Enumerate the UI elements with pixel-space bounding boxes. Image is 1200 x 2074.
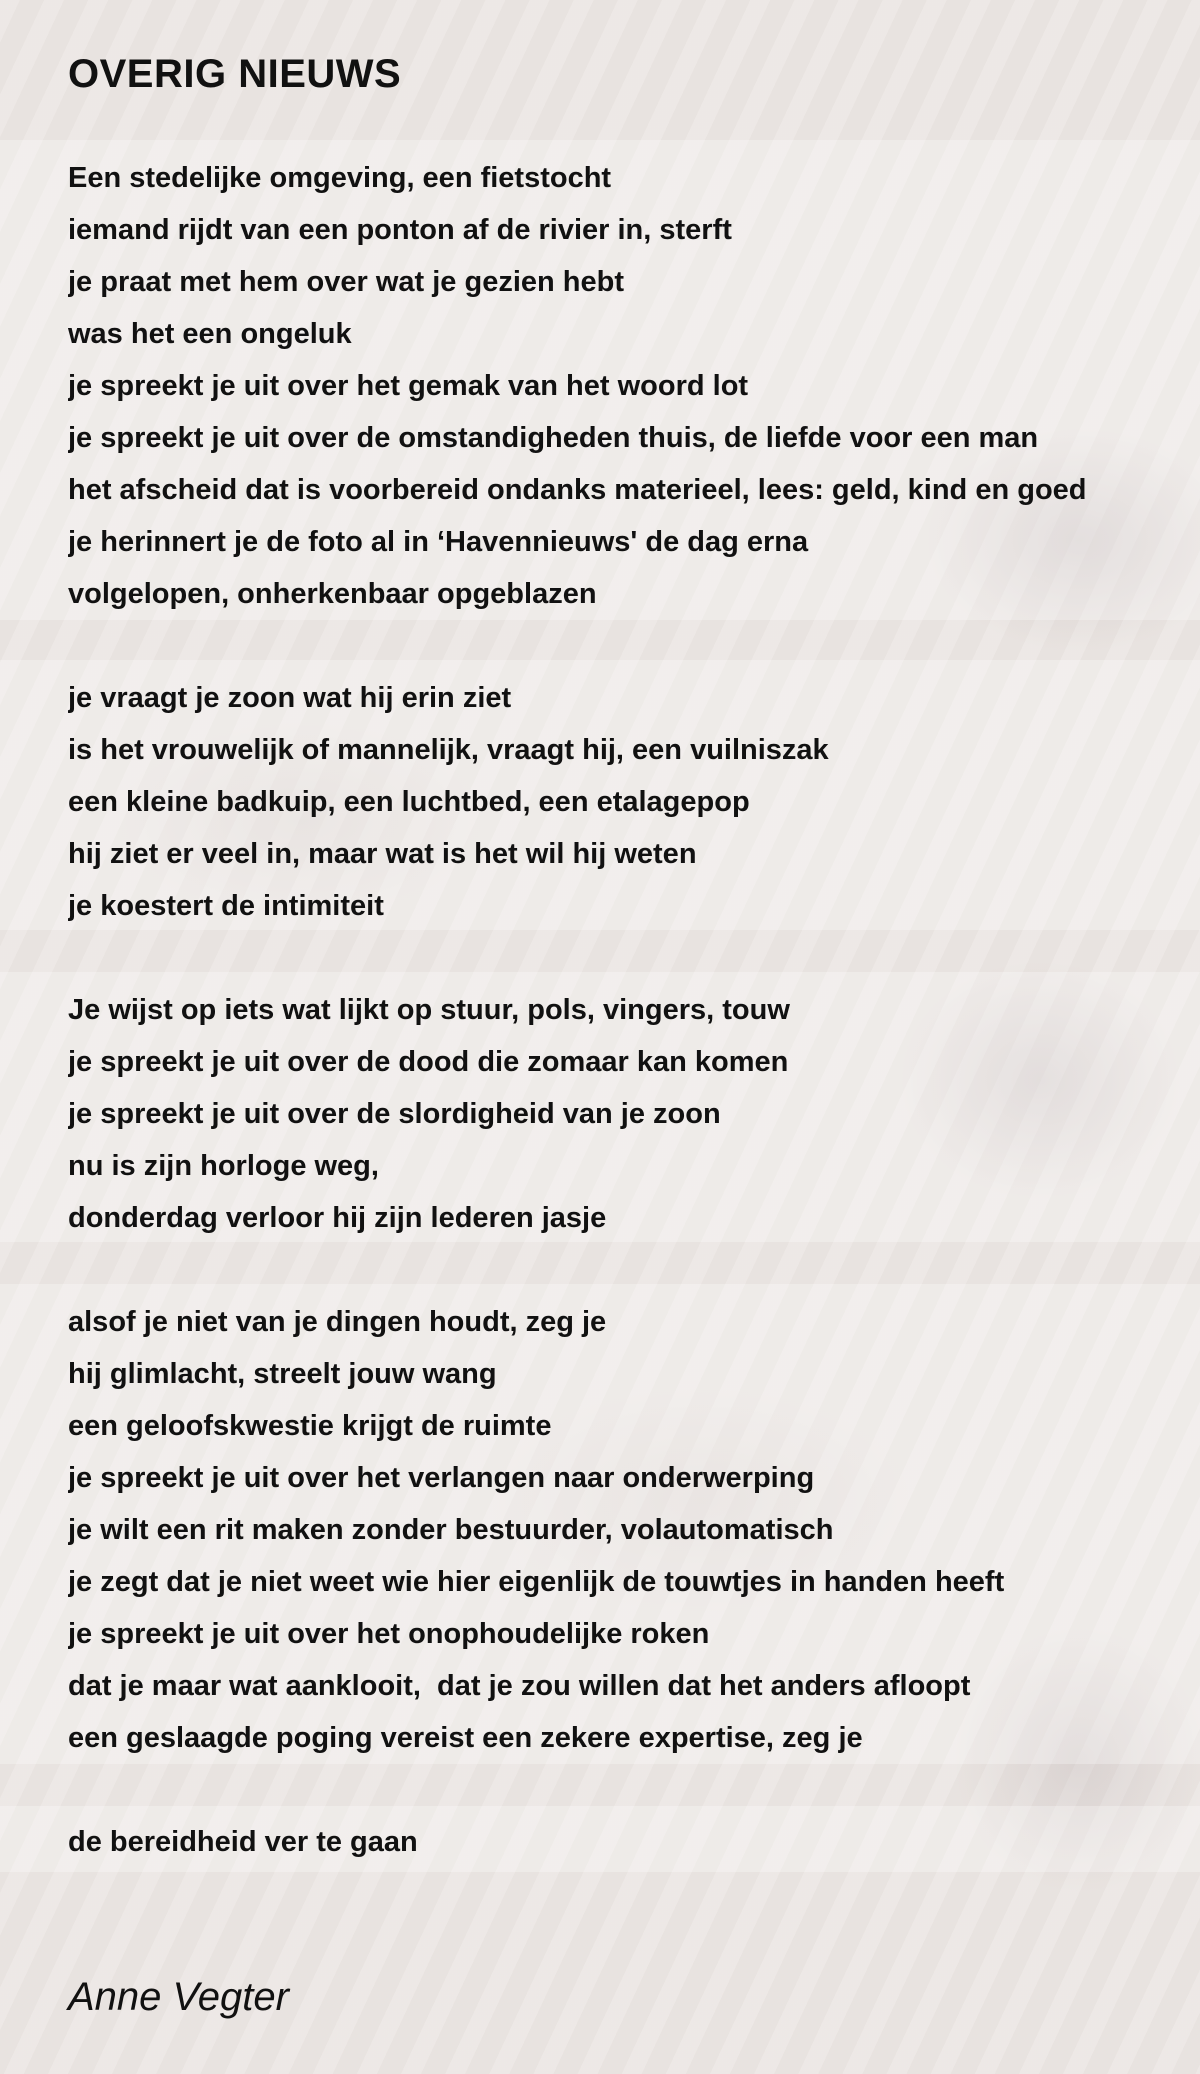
poem-line: iemand rijdt van een ponton af de rivier in, sterft xyxy=(68,214,732,246)
poem-line: je koestert de intimiteit xyxy=(68,890,384,922)
poem-line: je wilt een rit maken zonder bestuurder, volautomatisch xyxy=(68,1514,834,1546)
poem-author: Anne Vegter xyxy=(68,1975,289,2019)
poem-line: je vraagt je zoon wat hij erin ziet xyxy=(68,682,512,714)
poem-line: een geloofskwestie krijgt de ruimte xyxy=(68,1410,552,1442)
poem-line: was het een ongeluk xyxy=(68,318,352,350)
poem-line: je spreekt je uit over het onophoudelijke roken xyxy=(68,1618,710,1650)
poem-line: donderdag verloor hij zijn lederen jasje xyxy=(68,1202,607,1234)
poem-line: je spreekt je uit over de omstandigheden thuis, de liefde voor een man xyxy=(68,422,1039,454)
stanza-3 xyxy=(68,984,1200,1244)
poem-line: je spreekt je uit over de slordigheid van je zoon xyxy=(68,1098,721,1130)
poem-line: de bereidheid ver te gaan xyxy=(68,1826,418,1858)
poem-line: hij glimlacht, streelt jouw wang xyxy=(68,1358,497,1390)
poem-line: volgelopen, onherkenbaar opgeblazen xyxy=(68,578,597,610)
stanza-4 xyxy=(68,1296,1200,1764)
poem-line: een geslaagde poging vereist een zekere expertise, zeg je xyxy=(68,1722,863,1754)
poem-line: is het vrouwelijk of mannelijk, vraagt hij, een vuilniszak xyxy=(68,734,829,766)
poem-title: OVERIG NIEUWS xyxy=(68,52,402,96)
poem-line: je spreekt je uit over het gemak van het woord lot xyxy=(68,370,749,402)
poem-line: alsof je niet van je dingen houdt, zeg je xyxy=(68,1306,607,1338)
poem-line: je spreekt je uit over de dood die zomaar kan komen xyxy=(68,1046,789,1078)
poem-line: Een stedelijke omgeving, een fietstocht xyxy=(68,162,612,194)
poem-line: je spreekt je uit over het verlangen naar onderwerping xyxy=(68,1462,815,1494)
poem-body xyxy=(68,152,1200,1920)
poem-line: je zegt dat je niet weet wie hier eigenlijk de touwtjes in handen heeft xyxy=(68,1566,1005,1598)
poem-line: hij ziet er veel in, maar wat is het wil hij weten xyxy=(68,838,697,870)
stanza-2 xyxy=(68,672,1200,932)
poem-line: je praat met hem over wat je gezien hebt xyxy=(68,266,624,298)
poem-line: een kleine badkuip, een luchtbed, een etalagepop xyxy=(68,786,750,818)
poem-line: je herinnert je de foto al in ‘Havennieuws' de dag erna xyxy=(68,526,809,558)
stanza-5 xyxy=(68,1816,1200,1868)
poem-line: Je wijst op iets wat lijkt op stuur, pols, vingers, touw xyxy=(68,994,790,1026)
poem-line: het afscheid dat is voorbereid ondanks materieel, lees: geld, kind en goed xyxy=(68,474,1087,506)
poem-line: dat je maar wat aanklooit, dat je zou willen dat het anders afloopt xyxy=(68,1670,971,1702)
stanza-1 xyxy=(68,152,1200,620)
poem-line: nu is zijn horloge weg, xyxy=(68,1150,379,1182)
